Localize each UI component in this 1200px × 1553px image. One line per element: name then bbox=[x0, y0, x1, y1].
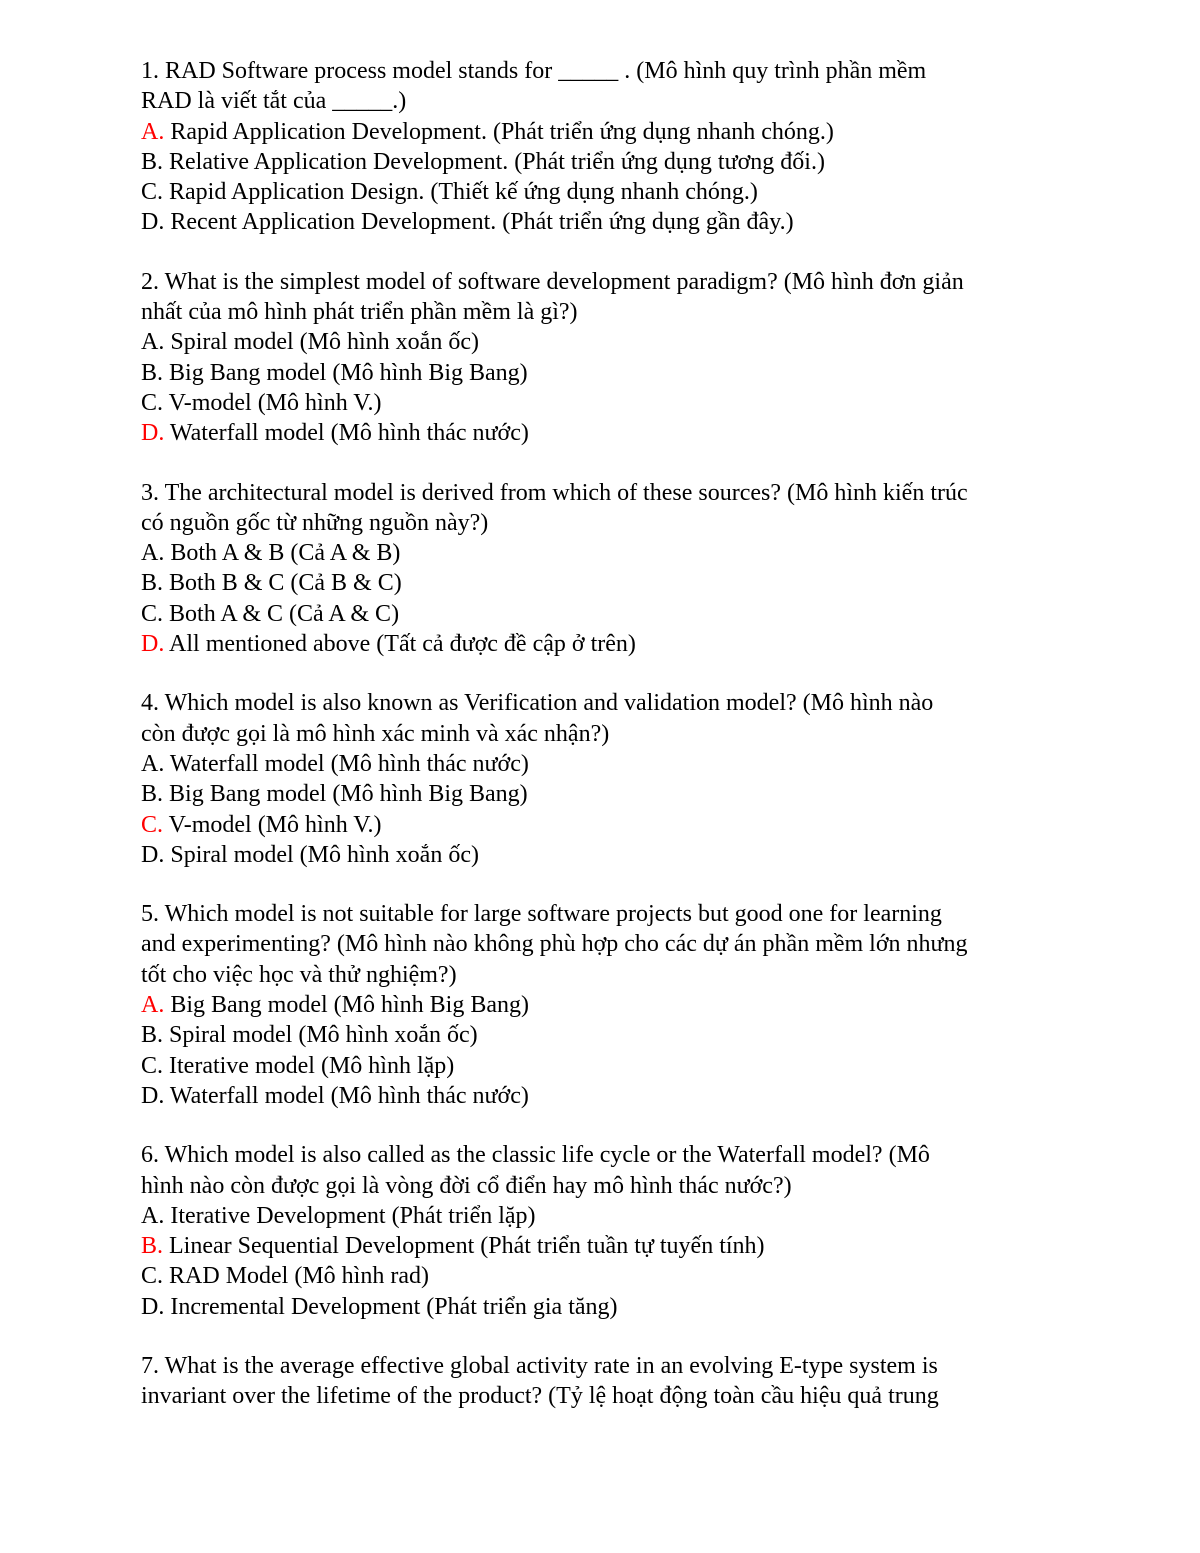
answer-option bbox=[141, 568, 1081, 598]
option-text: Iterative Development (Phát triển lặp) bbox=[164, 1202, 536, 1229]
option-text: Recent Application Development. (Phát triển ứng dụng gần đây.) bbox=[164, 209, 794, 236]
question-block bbox=[141, 1351, 1081, 1412]
option-letter: A. bbox=[141, 329, 165, 356]
option-letter: C. bbox=[141, 179, 164, 206]
option-letter: B. bbox=[141, 1022, 164, 1049]
question-block bbox=[141, 688, 1081, 870]
option-text: Both A & B (Cả A & B) bbox=[164, 540, 401, 567]
correct-answer-letter: B. bbox=[141, 1233, 164, 1260]
option-text: Rapid Application Design. (Thiết kế ứng dụng nhanh chóng.) bbox=[163, 179, 758, 206]
option-letter: D. bbox=[141, 209, 165, 236]
answer-option bbox=[141, 749, 1081, 779]
question-stem-line: RAD là viết tắt của _____.) bbox=[141, 88, 407, 115]
question-stem-line: 3. The architectural model is derived from which of these sources? (Mô hình kiến trúc bbox=[141, 479, 968, 506]
option-text: Spiral model (Mô hình xoắn ốc) bbox=[164, 329, 479, 356]
question-stem-line: 5. Which model is not suitable for large software projects but good one for learning bbox=[141, 901, 942, 928]
answer-option bbox=[141, 1051, 1081, 1081]
answer-option bbox=[141, 840, 1081, 870]
option-letter: B. bbox=[141, 781, 164, 808]
correct-answer-letter: A. bbox=[141, 118, 165, 145]
question-stem-line: invariant over the lifetime of the product? (Tỷ lệ hoạt động toàn cầu hiệu quả trung bbox=[141, 1383, 939, 1410]
option-text: Rapid Application Development. (Phát triển ứng dụng nhanh chóng.) bbox=[164, 118, 834, 145]
option-text: Iterative model (Mô hình lặp) bbox=[163, 1052, 455, 1079]
option-text: Spiral model (Mô hình xoắn ốc) bbox=[163, 1022, 478, 1049]
question-stem-line: 7. What is the average effective global activity rate in an evolving E-type system is bbox=[141, 1352, 938, 1379]
question-stem-line: có nguồn gốc từ những nguồn này?) bbox=[141, 509, 489, 536]
option-text: RAD Model (Mô hình rad) bbox=[163, 1263, 429, 1290]
option-text: Waterfall model (Mô hình thác nước) bbox=[164, 750, 529, 777]
option-text: Big Bang model (Mô hình Big Bang) bbox=[163, 781, 528, 808]
option-letter: C. bbox=[141, 600, 164, 627]
option-text: All mentioned above (Tất cả được đề cập ở trên) bbox=[164, 631, 636, 658]
question-stem-line: 1. RAD Software process model stands for _____ . (Mô hình quy trình phần mềm bbox=[141, 58, 927, 84]
option-text: Big Bang model (Mô hình Big Bang) bbox=[163, 359, 528, 386]
option-letter: C. bbox=[141, 1052, 164, 1079]
correct-answer-letter: A. bbox=[141, 992, 165, 1019]
question-block bbox=[141, 899, 1081, 1111]
option-letter: A. bbox=[141, 540, 165, 567]
answer-option bbox=[141, 117, 1081, 147]
answer-option bbox=[141, 629, 1081, 659]
answer-option bbox=[141, 177, 1081, 207]
question-block bbox=[141, 267, 1081, 449]
answer-option bbox=[141, 1081, 1081, 1111]
answer-option bbox=[141, 599, 1081, 629]
option-letter: B. bbox=[141, 359, 164, 386]
question-stem-line: 2. What is the simplest model of software development paradigm? (Mô hình đơn giản bbox=[141, 268, 964, 295]
option-letter: A. bbox=[141, 750, 165, 777]
option-letter: C. bbox=[141, 389, 164, 416]
option-text: V-model (Mô hình V.) bbox=[163, 811, 382, 838]
question-stem-line: còn được gọi là mô hình xác minh và xác nhận?) bbox=[141, 720, 610, 747]
option-text: Big Bang model (Mô hình Big Bang) bbox=[164, 992, 529, 1019]
question-block bbox=[141, 56, 1081, 238]
question-stem-line: nhất của mô hình phát triển phần mềm là gì?) bbox=[141, 299, 578, 326]
option-text: Relative Application Development. (Phát triển ứng dụng tương đối.) bbox=[163, 148, 825, 175]
option-text: Waterfall model (Mô hình thác nước) bbox=[164, 420, 529, 447]
answer-option bbox=[141, 327, 1081, 357]
option-text: Incremental Development (Phát triển gia tăng) bbox=[164, 1293, 618, 1320]
correct-answer-letter: D. bbox=[141, 631, 165, 658]
option-text: Linear Sequential Development (Phát triển tuần tự tuyến tính) bbox=[163, 1233, 765, 1260]
option-text: Spiral model (Mô hình xoắn ốc) bbox=[164, 841, 479, 868]
option-letter: D. bbox=[141, 1293, 165, 1320]
document-page bbox=[141, 56, 1081, 1441]
answer-option bbox=[141, 418, 1081, 448]
question-stem-line: 4. Which model is also known as Verification and validation model? (Mô hình nào bbox=[141, 690, 934, 717]
option-letter: B. bbox=[141, 148, 164, 175]
option-text: Both A & C (Cả A & C) bbox=[163, 600, 400, 627]
question-block bbox=[141, 478, 1081, 660]
answer-option bbox=[141, 147, 1081, 177]
option-letter: D. bbox=[141, 841, 165, 868]
answer-option bbox=[141, 990, 1081, 1020]
option-letter: A. bbox=[141, 1202, 165, 1229]
option-letter: B. bbox=[141, 570, 164, 597]
answer-option bbox=[141, 358, 1081, 388]
option-text: V-model (Mô hình V.) bbox=[163, 389, 382, 416]
answer-option bbox=[141, 810, 1081, 840]
answer-option bbox=[141, 1261, 1081, 1291]
option-text: Waterfall model (Mô hình thác nước) bbox=[164, 1082, 529, 1109]
question-block bbox=[141, 1140, 1081, 1322]
question-stem-line: and experimenting? (Mô hình nào không phù hợp cho các dự án phần mềm lớn nhưng bbox=[141, 931, 968, 958]
question-stem-line: tốt cho việc học và thử nghiệm?) bbox=[141, 961, 457, 988]
option-text: Both B & C (Cả B & C) bbox=[163, 570, 402, 597]
answer-option bbox=[141, 388, 1081, 418]
answer-option bbox=[141, 538, 1081, 568]
answer-option bbox=[141, 207, 1081, 237]
correct-answer-letter: C. bbox=[141, 811, 164, 838]
correct-answer-letter: D. bbox=[141, 420, 165, 447]
answer-option bbox=[141, 1292, 1081, 1322]
answer-option bbox=[141, 1020, 1081, 1050]
answer-option bbox=[141, 779, 1081, 809]
question-stem-line: 6. Which model is also called as the classic life cycle or the Waterfall model? (Mô bbox=[141, 1142, 930, 1169]
option-letter: C. bbox=[141, 1263, 164, 1290]
answer-option bbox=[141, 1201, 1081, 1231]
option-letter: D. bbox=[141, 1082, 165, 1109]
question-stem-line: hình nào còn được gọi là vòng đời cổ điển hay mô hình thác nước?) bbox=[141, 1172, 792, 1199]
answer-option bbox=[141, 1231, 1081, 1261]
